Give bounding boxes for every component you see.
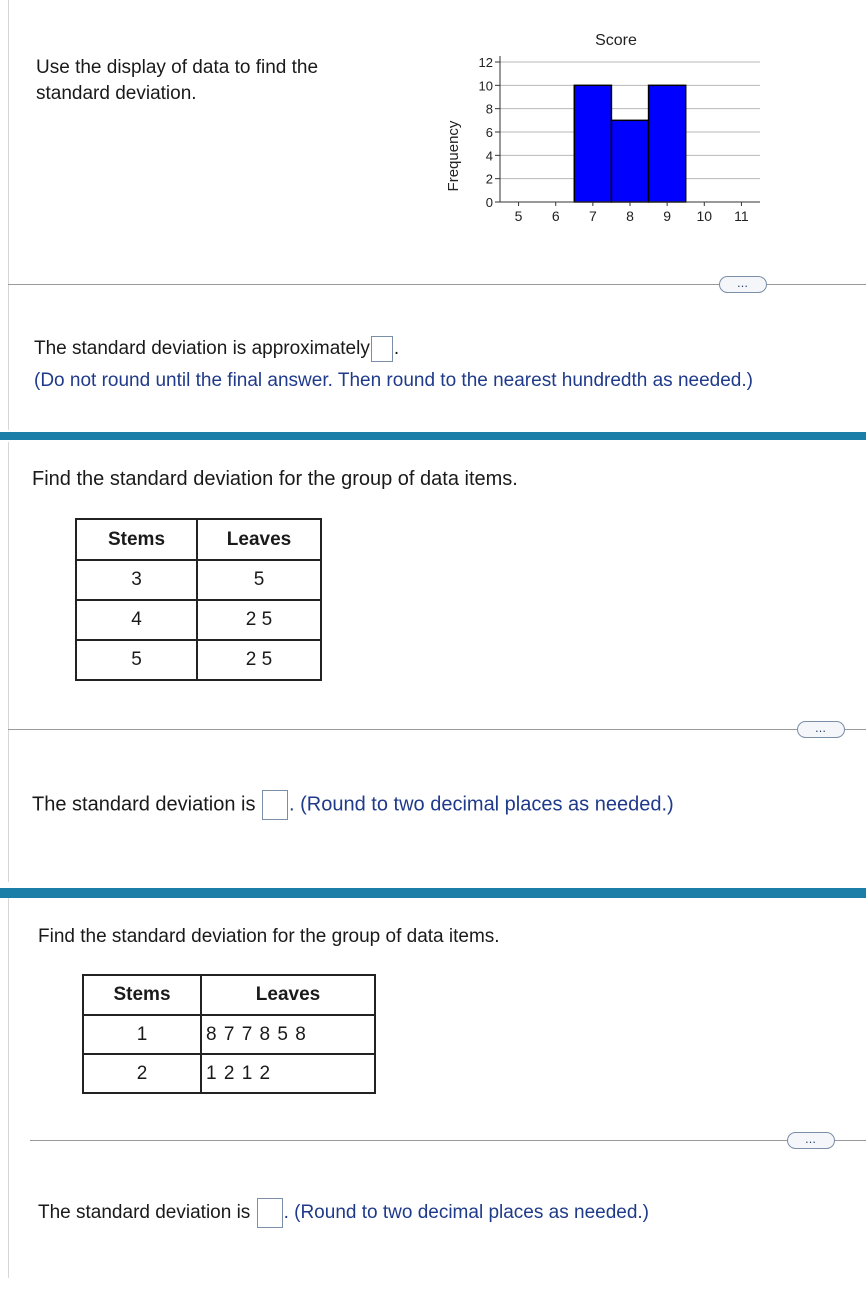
q2-header-stems: Stems [76, 519, 197, 560]
table-row [83, 1015, 375, 1054]
y-tick-label: 8 [485, 101, 493, 117]
histogram-bar [574, 85, 611, 202]
chart-title: Score [595, 32, 637, 49]
q2-answer-line [32, 790, 674, 820]
y-tick-label: 2 [485, 171, 493, 187]
q3-answer-line [38, 1198, 649, 1228]
q3-prompt: Find the standard deviation for the group of data items. [38, 926, 500, 947]
y-tick-label: 10 [478, 78, 493, 94]
left-border-q1 [8, 0, 9, 430]
q1-more-button[interactable]: … [719, 276, 767, 293]
table-row [76, 560, 321, 600]
q2-prompt: Find the standard deviation for the group of data items. [32, 468, 518, 490]
q3-answer-prefix: The standard deviation is [38, 1202, 251, 1224]
q2-stem-cell: 3 [76, 560, 197, 600]
x-tick-label: 6 [551, 208, 560, 224]
q2-separator [8, 729, 866, 730]
q2-stem-cell: 4 [76, 600, 197, 640]
q3-answer-suffix: . (Round to two decimal places as needed.) [283, 1202, 650, 1224]
section-divider-1 [0, 432, 866, 440]
y-tick-label: 12 [478, 55, 493, 70]
x-tick-label: 7 [588, 208, 597, 224]
left-border-q2 [8, 442, 9, 882]
q3-answer-input[interactable] [257, 1198, 283, 1228]
section-divider-2 [0, 888, 866, 898]
histogram-bar [649, 85, 686, 202]
q3-leaves-cell: 8 7 7 8 5 8 [201, 1015, 375, 1054]
q2-header-leaves: Leaves [197, 519, 321, 560]
q3-header-stems: Stems [83, 975, 201, 1015]
q1-answer-prefix: The standard deviation is approximately [34, 338, 370, 360]
x-tick-label: 11 [734, 208, 749, 224]
x-tick-label: 9 [663, 208, 672, 224]
q3-more-button[interactable]: … [787, 1132, 835, 1149]
q3-stem-cell: 2 [83, 1054, 201, 1093]
q3-header-leaves: Leaves [201, 975, 375, 1015]
y-tick-label: 6 [485, 125, 493, 140]
histogram-chart [430, 20, 770, 235]
y-tick-label: 4 [485, 148, 493, 164]
x-tick-label: 8 [626, 208, 634, 224]
q2-more-button[interactable]: … [797, 721, 845, 738]
histogram-bar [611, 120, 648, 202]
table-row [83, 1054, 375, 1093]
q2-leaves-cell: 2 5 [197, 640, 321, 680]
q2-stem-leaf-table [75, 518, 322, 681]
q2-leaves-cell: 2 5 [197, 600, 321, 640]
q1-prompt: Use the display of data to find the standard deviation. [36, 57, 319, 104]
table-row [76, 640, 321, 680]
q2-answer-suffix: . (Round to two decimal places as needed.) [289, 793, 674, 816]
left-border-q3 [8, 898, 9, 1278]
q1-rounding-note: (Do not round until the final answer. Then round to the nearest hundredth as needed.) [34, 370, 753, 391]
q2-stem-cell: 5 [76, 640, 197, 680]
q1-answer-suffix: . [393, 338, 400, 360]
q2-answer-prefix: The standard deviation is [32, 793, 256, 816]
q3-stem-leaf-table [82, 974, 376, 1094]
q3-leaves-cell: 1 2 1 2 [201, 1054, 375, 1093]
x-tick-label: 5 [514, 208, 523, 224]
table-row [76, 600, 321, 640]
q2-leaves-cell: 5 [197, 560, 321, 600]
y-tick-label: 0 [485, 195, 493, 210]
q3-separator [30, 1140, 866, 1141]
chart-y-axis-label: Frequency [445, 120, 462, 192]
x-tick-label: 10 [696, 208, 713, 224]
q1-answer-input[interactable] [371, 336, 393, 362]
q3-stem-cell: 1 [83, 1015, 201, 1054]
q2-answer-input[interactable] [262, 790, 288, 820]
q1-answer-line [34, 336, 399, 362]
